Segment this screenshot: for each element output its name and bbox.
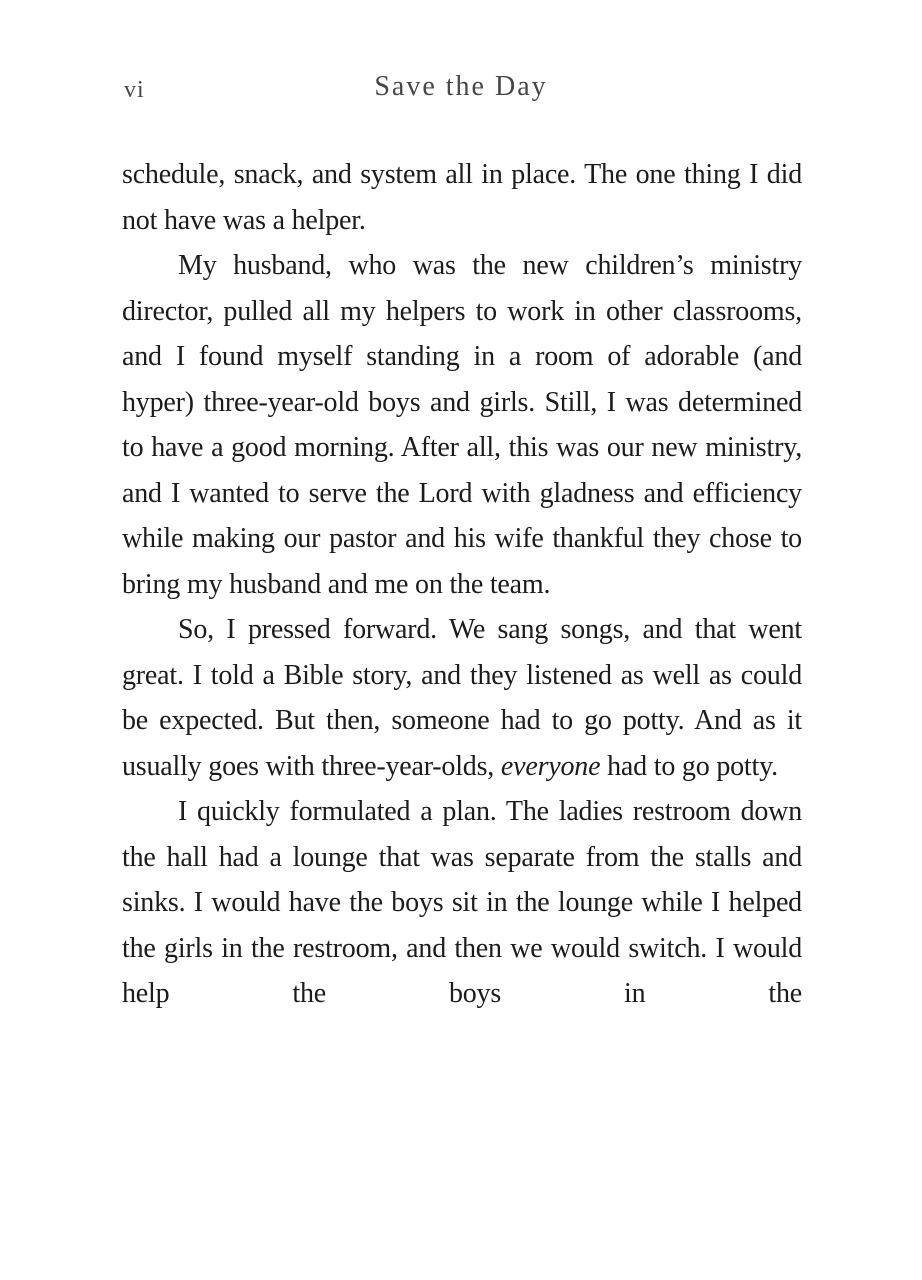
paragraph-text: So, I pressed forward. We sang songs, and that went great. I told a Bible story, and they listened as well as could be expected. But then, someone had to go potty. And as it usually goes with three-year-olds, [122,614,802,782]
page-number: vi [124,77,145,103]
paragraph-text: I quickly formulated a plan. The ladies restroom down the hall had a lounge that was separate from the stalls and sinks. I would have the boys sit in the lounge while I helped the girls in the restroom, and then we would switch. I would help the boys in the [122,796,802,1009]
paragraph-text: My husband, who was the new children’s ministry director, pulled all my helpers to work in other classrooms, and I found myself standing in a room of adorable (and hyper) three-year-old boys and girls. Still, I was determined to have a good morning. After all, this was our new ministry, and I wanted to serve the Lord with gladness and efficiency while making our pastor and his wife thankful they chose to bring my husband and me on the team. [122,250,802,600]
paragraph [122,607,802,789]
body-text [122,152,802,1017]
running-head [122,70,800,106]
paragraph-text: had to go potty. [600,750,778,782]
paragraph [122,243,802,607]
paragraph [122,152,802,243]
paragraph [122,789,802,1017]
running-head-title: Save the Day [374,71,548,102]
paragraph-text-italic: everyone [500,750,601,782]
paragraph-text: schedule, snack, and system all in place. The one thing I did not have was a helper. [122,159,802,236]
